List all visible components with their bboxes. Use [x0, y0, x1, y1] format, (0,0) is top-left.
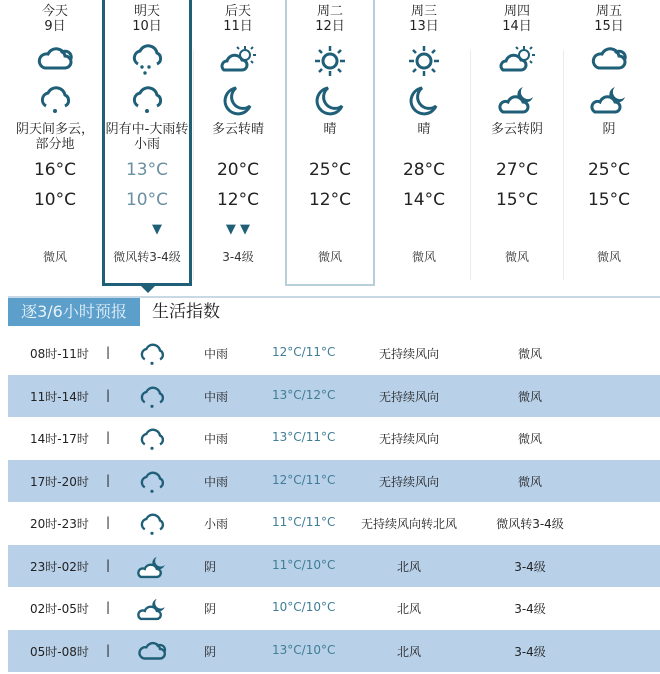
separator: | [106, 472, 111, 487]
low-temp: 10°C [125, 190, 168, 210]
wind-direction: 北风 [396, 602, 421, 616]
wind-direction: 北风 [396, 559, 421, 574]
separator: | [106, 600, 111, 614]
rain-icon [136, 342, 168, 372]
day-label [10, 4, 100, 34]
day-date: 13日 [409, 19, 439, 34]
low-temp: 15°C [587, 190, 630, 210]
weather-desc: 中雨 [204, 432, 229, 446]
high-temp: 16°C [33, 160, 76, 180]
rain-icon [136, 469, 168, 499]
weather-desc: 小雨 [204, 517, 229, 531]
tab-hourly-forecast[interactable]: 逐3/6小时预报 [8, 298, 140, 326]
day-date: 14日 [502, 19, 532, 34]
moon-icon [287, 84, 373, 120]
wind-direction-icon: ▼ ▼ [225, 222, 251, 237]
time-range: 17时-20时 [30, 474, 89, 489]
rain-icon [136, 427, 168, 457]
day-description: 多云转阴 [490, 122, 543, 137]
hourly-row [8, 545, 660, 587]
day-column[interactable] [10, 0, 100, 286]
moon-icon [193, 84, 283, 120]
day-label [287, 4, 373, 34]
day-name: 周五 [595, 4, 622, 19]
day-date: 15日 [594, 19, 624, 34]
hourly-row [8, 460, 660, 502]
wind-level: 3-4级 [514, 644, 546, 659]
wind-direction: 无持续风向转北风 [360, 517, 457, 531]
day-description: 晴 [417, 122, 431, 137]
separator: | [106, 515, 111, 529]
day-description: 阴有中-大雨转小雨 [105, 122, 189, 152]
temperature: 11°C/10°C [272, 557, 336, 572]
time-range: 14时-17时 [30, 432, 89, 446]
weather-desc: 中雨 [204, 347, 229, 361]
hourly-row [8, 587, 660, 629]
high-temp: 27°C [495, 160, 538, 180]
cloudy-icon [136, 639, 168, 665]
day-description: 晴 [323, 122, 337, 137]
temperature: 12°C/11°C [272, 345, 336, 359]
day-label [564, 4, 654, 34]
rain-icon [10, 84, 100, 120]
day-name: 周三 [410, 4, 437, 19]
wind-level: 3-4级 [514, 602, 546, 616]
low-temp: 15°C [495, 190, 538, 210]
time-range: 05时-08时 [30, 644, 89, 659]
weather-desc: 中雨 [204, 389, 229, 404]
day-column[interactable] [472, 0, 562, 286]
rain-icon [136, 512, 168, 542]
separator: | [106, 430, 111, 444]
cloudy-night-icon [472, 84, 562, 120]
wind-direction: 无持续风向 [378, 347, 439, 361]
separator: | [106, 557, 111, 572]
wind-level: 微风 [42, 250, 67, 264]
high-temp: 25°C [308, 160, 351, 180]
low-temp: 12°C [216, 190, 259, 210]
wind-level: 微风转3-4级 [496, 517, 564, 531]
hourly-row [8, 630, 660, 672]
high-temp: 25°C [587, 160, 630, 180]
hourly-row [8, 417, 660, 459]
partly-cloudy-icon [472, 44, 562, 80]
wind-level: 微风 [596, 250, 621, 264]
day-description: 多云转晴 [211, 122, 264, 137]
heavy-rain-icon [105, 44, 189, 80]
wind-level: 3-4级 [514, 559, 546, 574]
wind-direction-icon: ▼ [152, 222, 162, 237]
low-temp: 12°C [308, 190, 351, 210]
daily-forecast [8, 0, 660, 290]
temperature: 11°C/11°C [272, 515, 336, 529]
wind-level: 3-4级 [222, 250, 254, 264]
day-date: 11日 [223, 19, 253, 34]
rain-icon [105, 84, 189, 120]
moon-icon [379, 84, 469, 120]
day-description: 阴 [602, 122, 616, 137]
high-temp: 20°C [216, 160, 259, 180]
high-temp: 28°C [402, 160, 445, 180]
wind-direction: 无持续风向 [378, 474, 439, 489]
wind-level: 微风转3-4级 [113, 250, 181, 264]
day-column[interactable] [564, 0, 654, 286]
day-name: 后天 [224, 4, 251, 19]
wind-level: 微风 [411, 250, 436, 264]
partly-cloudy-icon [193, 44, 283, 80]
day-label [379, 4, 469, 34]
day-date: 12日 [315, 19, 345, 34]
temperature: 10°C/10°C [272, 600, 336, 614]
selected-day-pointer [138, 283, 158, 293]
hourly-row [8, 332, 660, 374]
wind-level: 微风 [517, 347, 542, 361]
cloudy-night-icon [136, 597, 168, 625]
time-range: 20时-23时 [30, 517, 89, 531]
hourly-row [8, 375, 660, 417]
day-name: 周二 [316, 4, 343, 19]
day-label [193, 4, 283, 34]
separator: | [106, 387, 111, 402]
day-date: 10日 [132, 19, 162, 34]
wind-level: 微风 [517, 432, 542, 446]
separator: | [106, 642, 111, 657]
day-column[interactable] [285, 0, 375, 286]
temperature: 13°C/12°C [272, 387, 336, 402]
day-name: 今天 [41, 4, 68, 19]
tab-life-index[interactable]: 生活指数 [152, 302, 220, 322]
sun-icon [287, 44, 373, 80]
weather-desc: 阴 [204, 644, 217, 659]
column-divider [470, 50, 471, 280]
wind-level: 微风 [517, 474, 542, 489]
weather-desc: 阴 [204, 559, 217, 574]
cloudy-night-icon [564, 84, 654, 120]
time-range: 23时-02时 [30, 559, 89, 574]
cloudy-night-icon [136, 554, 168, 582]
time-range: 08时-11时 [30, 347, 89, 361]
low-temp: 14°C [402, 190, 445, 210]
day-label [105, 4, 189, 34]
day-column[interactable] [102, 0, 192, 286]
day-description: 阴天间多云，部分地 [15, 122, 94, 152]
time-range: 11时-14时 [30, 389, 89, 404]
time-range: 02时-05时 [30, 602, 89, 616]
day-name: 明天 [133, 4, 160, 19]
day-column[interactable] [193, 0, 283, 286]
hourly-row [8, 502, 660, 544]
weather-desc: 阴 [204, 602, 217, 616]
day-name: 周四 [503, 4, 530, 19]
wind-level: 微风 [517, 389, 542, 404]
day-label [472, 4, 562, 34]
cloudy-icon [10, 44, 100, 80]
wind-direction: 无持续风向 [378, 432, 439, 446]
rain-icon [136, 384, 168, 414]
temperature: 13°C/11°C [272, 430, 336, 444]
day-column[interactable] [379, 0, 469, 286]
wind-direction: 无持续风向 [378, 389, 439, 404]
high-temp: 13°C [125, 160, 168, 180]
separator: | [106, 345, 111, 359]
sun-icon [379, 44, 469, 80]
temperature: 13°C/10°C [272, 642, 336, 657]
cloudy-icon [564, 44, 654, 80]
temperature: 12°C/11°C [272, 472, 336, 487]
low-temp: 10°C [33, 190, 76, 210]
wind-direction: 北风 [396, 644, 421, 659]
day-date: 9日 [44, 19, 66, 34]
weather-desc: 中雨 [204, 474, 229, 489]
wind-level: 微风 [317, 250, 342, 264]
wind-level: 微风 [504, 250, 529, 264]
